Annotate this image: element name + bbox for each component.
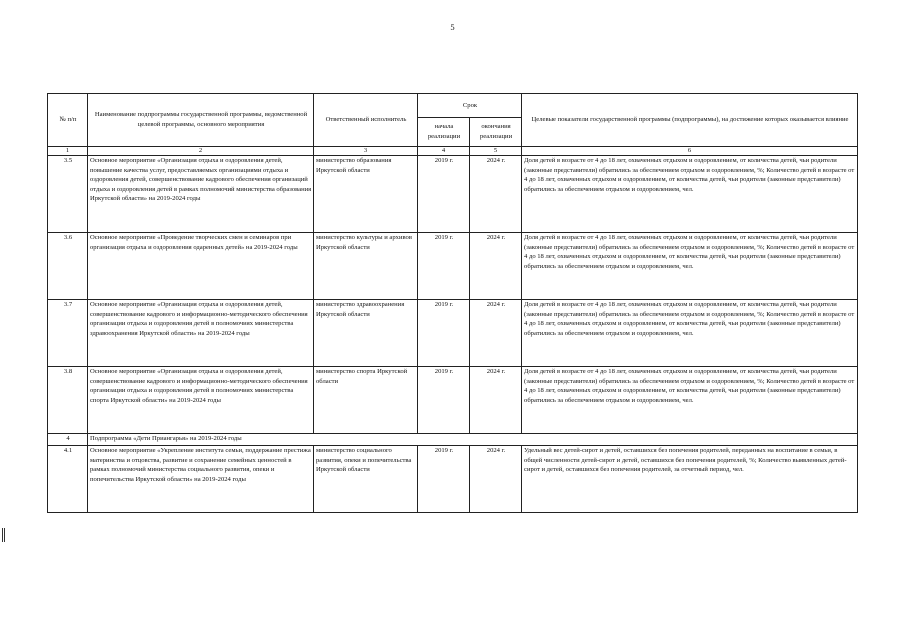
row-name: Основное мероприятие «Организация отдыха и оздоровления детей, совершенствование кадрового и информационно-методического обеспечения организации отдыха и оздоровления детей в полномочиях министерства здравоохранения Иркутской области» на 2019-2024 годы [88, 300, 314, 367]
row-indicators: Доля детей в возрасте от 4 до 18 лет, охваченных отдыхом и оздоровлением, от количества детей, чьи родители (законные представители) обратились за обеспечением отдыхом и оздоровлением, %; Количество детей в возрасте от 4 до 18 лет, охваченных отдыхом и оздоровлением, от количества детей, чьи родители (законные представители) обратились за обеспечением отдыхом и оздоровлением, чел. [522, 156, 858, 233]
row-end: 2024 г. [470, 446, 522, 513]
row-indicators: Доля детей в возрасте от 4 до 18 лет, охваченных отдыхом и оздоровлением, от количества детей, чьи родители (законные представители) обратились за обеспечением отдыхом и оздоровлением, %; Количество детей в возрасте от 4 до 18 лет, охваченных отдыхом и оздоровлением, от количества детей, чьи родители (законные представители) обратились за обеспечением отдыхом и оздоровлением, чел. [522, 367, 858, 434]
row-indicators: Удельный вес детей-сирот и детей, оставшихся без попечения родителей, переданных на воспитание в семьи, в общей численности детей-сирот и детей, оставшихся без попечения родителей, %; Количество выявленных детей-сирот и детей, оставшихся без попечения родителей, за отчетный период, чел. [522, 446, 858, 513]
row-num: 3.8 [48, 367, 88, 434]
table-row [48, 156, 858, 233]
column-number: 6 [522, 147, 858, 156]
row-executor: министерство образования Иркутской области [314, 156, 418, 233]
row-executor: министерство здравоохранения Иркутской области [314, 300, 418, 367]
row-indicators: Доля детей в возрасте от 4 до 18 лет, охваченных отдыхом и оздоровлением, от количества детей, чьи родители (законные представители) обратились за обеспечением отдыхом и оздоровлением, %; Количество детей в возрасте от 4 до 18 лет, охваченных отдыхом и оздоровлением, от количества детей, чьи родители (законные представители) обратились за обеспечением отдыхом и оздоровлением, чел. [522, 300, 858, 367]
row-name: Основное мероприятие «Организация отдыха и оздоровления детей, совершенствование кадрового и информационно-методического обеспечения организации отдыха и оздоровления детей в полномочиях министерства спорта Иркутской области» на 2019-2024 годы [88, 367, 314, 434]
subprogram-title: Подпрограмма «Дети Приангарья» на 2019-2024 годы [88, 434, 858, 446]
header-term: Срок [418, 94, 522, 118]
table-row [48, 233, 858, 300]
row-executor: министерство культуры и архивов Иркутской области [314, 233, 418, 300]
column-number: 4 [418, 147, 470, 156]
table-row [48, 367, 858, 434]
row-executor: министерство социального развития, опеки и попечительства Иркутской области [314, 446, 418, 513]
row-start: 2019 г. [418, 367, 470, 434]
row-name: Основное мероприятие «Организация отдыха и оздоровления детей, повышение качества услуг, предоставляемых организациями отдыха и оздоровления детей, совершенствование кадрового обеспечения организаций отдыха и оздоровления детей в рамках полномочий министерства образования Иркутской области» на 2019-2024 годы [88, 156, 314, 233]
header-executor: Ответственный исполнитель [314, 94, 418, 147]
table-row [48, 446, 858, 513]
column-number: 2 [88, 147, 314, 156]
subprogram-num: 4 [48, 434, 88, 446]
row-indicators: Доля детей в возрасте от 4 до 18 лет, охваченных отдыхом и оздоровлением, от количества детей, чьи родители (законные представители) обратились за обеспечением отдыхом и оздоровлением, %; Количество детей в возрасте от 4 до 18 лет, охваченных отдыхом и оздоровлением, от количества детей, чьи родители (законные представители) обратились за обеспечением отдыхом и оздоровлением, чел. [522, 233, 858, 300]
margin-mark [2, 528, 5, 542]
header-num: № п/п [48, 94, 88, 147]
header-name: Наименование подпрограммы государственной программы, ведомственной целевой программы, основного мероприятия [88, 94, 314, 147]
row-end: 2024 г. [470, 367, 522, 434]
row-start: 2019 г. [418, 156, 470, 233]
header-end: окончания реализации [470, 118, 522, 147]
row-num: 4.1 [48, 446, 88, 513]
row-start: 2019 г. [418, 446, 470, 513]
program-table-container [47, 93, 857, 513]
column-number: 1 [48, 147, 88, 156]
column-number: 5 [470, 147, 522, 156]
program-table [47, 93, 858, 513]
header-indicators: Целевые показатели государственной программы (подпрограммы), на достижение которых оказывается влияние [522, 94, 858, 147]
column-number: 3 [314, 147, 418, 156]
subprogram-row [48, 434, 858, 446]
header-start: начала реализации [418, 118, 470, 147]
row-executor: министерство спорта Иркутской области [314, 367, 418, 434]
row-num: 3.6 [48, 233, 88, 300]
row-end: 2024 г. [470, 300, 522, 367]
page-number: 5 [450, 22, 455, 32]
row-start: 2019 г. [418, 300, 470, 367]
row-start: 2019 г. [418, 233, 470, 300]
row-name: Основное мероприятие «Укрепление института семьи, поддержание престижа материнства и отцовства, развитие и сохранение семейных ценностей в рамках полномочий министерства социального развития, опеки и попечительства Иркутской области» на 2019-2024 годы [88, 446, 314, 513]
row-name: Основное мероприятие «Проведение творческих смен и семинаров при организация отдыха и оздоровления одаренных детей» на 2019-2024 годы [88, 233, 314, 300]
table-row [48, 300, 858, 367]
row-end: 2024 г. [470, 156, 522, 233]
row-num: 3.7 [48, 300, 88, 367]
row-end: 2024 г. [470, 233, 522, 300]
row-num: 3.5 [48, 156, 88, 233]
